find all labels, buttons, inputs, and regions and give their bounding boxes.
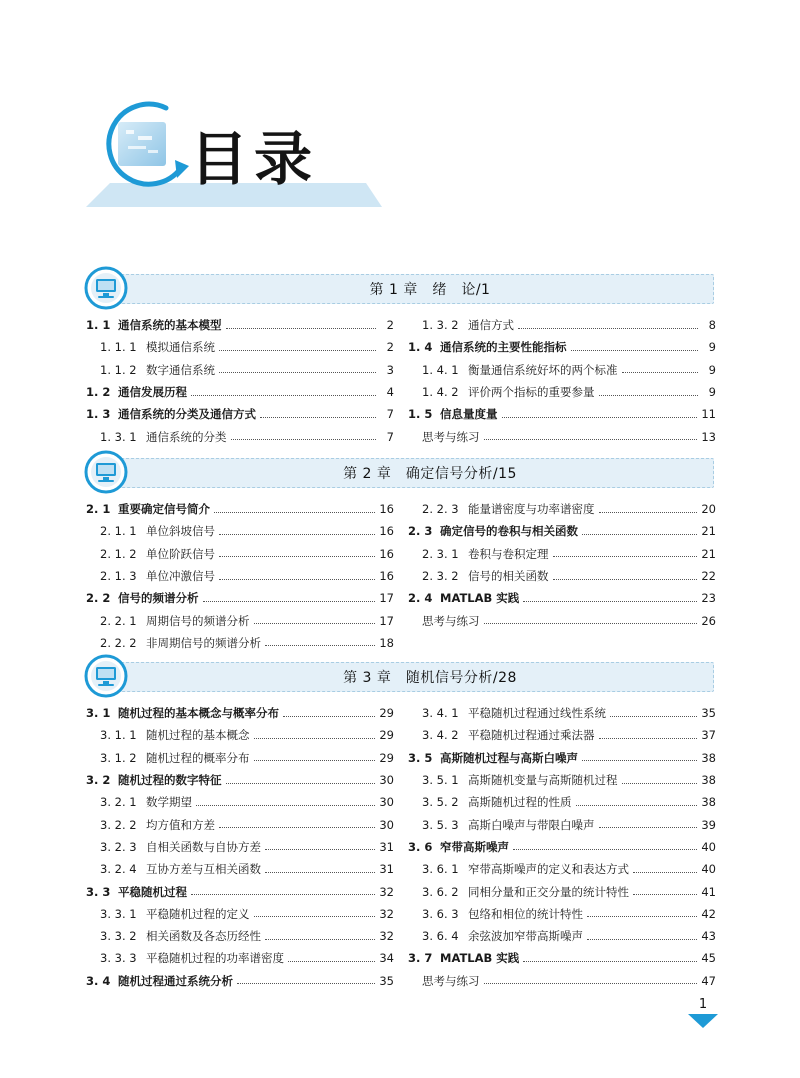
- toc-entry-page: 30: [379, 773, 394, 788]
- dot-leader: [599, 395, 699, 396]
- toc-entry-page: 31: [379, 839, 394, 854]
- toc-entry: [408, 425, 716, 447]
- dot-leader: [260, 417, 376, 418]
- chapter-block: [86, 268, 714, 450]
- toc-entry-title: MATLAB 实践: [440, 591, 520, 606]
- toc-entry-title: 能量谱密度与功率谱密度: [468, 502, 595, 517]
- toc-entry-page: 42: [701, 906, 716, 921]
- toc-entry-number: 3. 2. 2: [100, 817, 137, 832]
- dot-leader: [254, 760, 376, 761]
- toc-entry-title: 随机过程的基本概念: [146, 728, 250, 743]
- toc-entry: [86, 970, 394, 992]
- toc-entry: [86, 769, 394, 791]
- toc-entry-page: 20: [701, 502, 716, 517]
- dot-leader: [254, 916, 376, 917]
- toc-entry-number: 3. 4. 1: [422, 706, 459, 721]
- toc-entry-number: 1. 1. 2: [100, 362, 137, 377]
- dot-leader: [265, 849, 375, 850]
- toc-entry-page: 30: [379, 817, 394, 832]
- toc-entry-page: 40: [701, 839, 716, 854]
- toc-entry-number: 2. 3. 1: [422, 546, 459, 561]
- toc-entry-page: 9: [708, 362, 716, 377]
- toc-entry: [408, 702, 716, 724]
- toc-entry: [408, 336, 716, 358]
- toc-entry-title: 通信系统的基本模型: [118, 318, 222, 333]
- dot-leader: [576, 805, 698, 806]
- dot-leader: [231, 439, 377, 440]
- toc-entry: [86, 314, 394, 336]
- toc-entry-number: 3. 6. 3: [422, 906, 459, 921]
- toc-entry-number: 3. 4. 2: [422, 728, 459, 743]
- dot-leader: [610, 716, 697, 717]
- toc-entry-page: 7: [386, 429, 394, 444]
- dot-leader: [219, 534, 375, 535]
- toc-entry-number: 1. 1. 1: [100, 340, 137, 355]
- toc-entry-page: 34: [379, 951, 394, 966]
- toc-entry-title: 余弦波加窄带高斯噪声: [468, 929, 583, 944]
- dot-leader: [254, 623, 376, 624]
- toc-entry-title: 包络和相位的统计特性: [468, 906, 583, 921]
- toc-entry: [86, 947, 394, 969]
- toc-entry-number: 3. 6. 4: [422, 929, 459, 944]
- toc-entry: [408, 925, 716, 947]
- toc-entry-number: 3. 3. 1: [100, 906, 137, 921]
- down-triangle-icon: [688, 1013, 718, 1032]
- toc-entry-number: 3. 5: [408, 750, 433, 765]
- toc-entry-page: 35: [701, 706, 716, 721]
- toc-entry-title: 通信系统的分类: [146, 429, 227, 444]
- toc-entry-page: 29: [379, 728, 394, 743]
- toc-entry-page: 39: [701, 817, 716, 832]
- toc-entry-title: 平稳随机过程的定义: [146, 906, 250, 921]
- toc-entry: [86, 702, 394, 724]
- toc-entry-number: 1. 4. 2: [422, 385, 459, 400]
- toc-entry-title: 通信发展历程: [118, 385, 187, 400]
- toc-entry-page: 35: [379, 973, 394, 988]
- chapter-header: [86, 656, 714, 696]
- toc-entry: [86, 791, 394, 813]
- toc-entry-title: 高斯白噪声与带限白噪声: [468, 817, 595, 832]
- toc-entry-page: 26: [701, 613, 716, 628]
- dot-leader: [226, 783, 376, 784]
- toc-entry-page: 38: [701, 773, 716, 788]
- chapter-header: [86, 268, 714, 308]
- toc-entry: [408, 970, 716, 992]
- toc-entry: [408, 543, 716, 565]
- toc-entry-title: 高斯随机过程与高斯白噪声: [440, 750, 578, 765]
- toc-entry-page: 8: [708, 318, 716, 333]
- toc-entry-number: 2. 3. 2: [422, 569, 459, 584]
- toc-entry: [86, 520, 394, 542]
- toc-entry: [408, 359, 716, 381]
- toc-entry-title: 通信系统的分类及通信方式: [118, 407, 256, 422]
- toc-entry-page: 9: [708, 340, 716, 355]
- toc-entry-number: 3. 5. 2: [422, 795, 459, 810]
- toc-entry-number: 3. 4: [86, 973, 111, 988]
- dot-leader: [484, 439, 698, 440]
- dot-leader: [502, 417, 698, 418]
- toc-column-right: [408, 702, 716, 992]
- toc-column-left: [86, 314, 394, 448]
- toc-entry-number: 3. 5. 3: [422, 817, 459, 832]
- toc-entry-title: 非周期信号的频谱分析: [146, 635, 261, 650]
- toc-entry: [408, 836, 716, 858]
- dot-leader: [484, 623, 698, 624]
- toc-entry-page: 31: [379, 862, 394, 877]
- toc-entry-page: 29: [379, 750, 394, 765]
- toc-entry: [86, 403, 394, 425]
- toc-entry-number: 2. 3: [408, 524, 433, 539]
- toc-entry-page: 38: [701, 795, 716, 810]
- dot-leader: [191, 395, 376, 396]
- toc-entry-title: 信号的相关函数: [468, 569, 549, 584]
- toc-entry-title: MATLAB 实践: [440, 951, 520, 966]
- toc-entry-number: 3. 3: [86, 884, 111, 899]
- toc-entry: [86, 724, 394, 746]
- toc-entry: [86, 498, 394, 520]
- dot-leader: [599, 738, 698, 739]
- dot-leader: [633, 872, 697, 873]
- toc-entry-number: 2. 2. 1: [100, 613, 137, 628]
- toc-entry-page: 2: [386, 318, 394, 333]
- toc-entry-page: 11: [701, 407, 716, 422]
- toc-entry: [408, 903, 716, 925]
- toc-entry-page: 22: [701, 569, 716, 584]
- toc-entry-page: 13: [701, 429, 716, 444]
- toc-entry-title: 单位斜坡信号: [146, 524, 215, 539]
- toc-entry-number: 1. 4. 1: [422, 362, 459, 377]
- toc-entry: [408, 880, 716, 902]
- toc-entry: [86, 925, 394, 947]
- toc-entry-title: 思考与练习: [422, 429, 480, 444]
- toc-entry-title: 同相分量和正交分量的统计特性: [468, 884, 629, 899]
- toc-entry-number: 2. 1: [86, 502, 111, 517]
- toc-entry: [86, 903, 394, 925]
- toc-entry-title: 衡量通信系统好坏的两个标准: [468, 362, 618, 377]
- toc-entry-title: 平稳随机过程通过线性系统: [468, 706, 606, 721]
- toc-entry-number: 1. 4: [408, 340, 433, 355]
- dot-leader: [523, 601, 697, 602]
- toc-entry-number: 1. 2: [86, 385, 111, 400]
- dot-leader: [219, 579, 375, 580]
- toc-entry-title: 思考与练习: [422, 613, 480, 628]
- toc-entry: [86, 565, 394, 587]
- toc-entry-page: 40: [701, 862, 716, 877]
- toc-column-left: [86, 702, 394, 992]
- toc-entry: [408, 381, 716, 403]
- dot-leader: [196, 805, 375, 806]
- page-title: 目录: [190, 125, 319, 193]
- toc-entry-number: 3. 1. 2: [100, 750, 137, 765]
- toc-entry-number: 3. 7: [408, 951, 433, 966]
- toc-entry-number: 1. 3. 2: [422, 318, 459, 333]
- toc-entry-title: 数字通信系统: [146, 362, 215, 377]
- toc-entry-number: 3. 6. 1: [422, 862, 459, 877]
- toc-entry-title: 卷积与卷积定理: [468, 546, 549, 561]
- toc-entry: [408, 587, 716, 609]
- toc-entry-number: 3. 5. 1: [422, 773, 459, 788]
- toc-entry-number: 1. 3: [86, 407, 111, 422]
- toc-entry: [408, 769, 716, 791]
- toc-entry-number: 2. 1. 2: [100, 546, 137, 561]
- dot-leader: [265, 939, 375, 940]
- dot-leader: [219, 827, 375, 828]
- toc-entry-title: 重要确定信号简介: [118, 502, 210, 517]
- toc-entry-number: 2. 1. 1: [100, 524, 137, 539]
- computer-monitor-icon: [84, 450, 128, 494]
- toc-entry: [86, 425, 394, 447]
- computer-monitor-icon: [84, 654, 128, 698]
- toc-entry-page: 18: [379, 635, 394, 650]
- toc-entry: [408, 520, 716, 542]
- toc-entry: [86, 359, 394, 381]
- dot-leader: [254, 738, 376, 739]
- dot-leader: [237, 983, 375, 984]
- toc-column-right: [408, 314, 716, 448]
- toc-entry-page: 29: [379, 706, 394, 721]
- toc-entry: [86, 336, 394, 358]
- toc-entry-title: 单位阶跃信号: [146, 546, 215, 561]
- dot-leader: [582, 760, 697, 761]
- toc-entry-number: 3. 2. 4: [100, 862, 137, 877]
- toc-entry: [408, 565, 716, 587]
- toc-entry-title: 信息量度量: [440, 407, 498, 422]
- chapter-block: [86, 452, 714, 656]
- toc-entry-number: 3. 1. 1: [100, 728, 137, 743]
- toc-entry: [86, 880, 394, 902]
- toc-entry: [86, 858, 394, 880]
- toc-entry-page: 3: [386, 362, 394, 377]
- toc-entry: [408, 747, 716, 769]
- dot-leader: [633, 894, 697, 895]
- dot-leader: [283, 716, 375, 717]
- toc-entry-title: 周期信号的频谱分析: [146, 613, 250, 628]
- dot-leader: [219, 556, 375, 557]
- page-number: 1: [698, 997, 708, 1012]
- toc-entry: [408, 314, 716, 336]
- dot-leader: [587, 916, 697, 917]
- toc-entry: [86, 836, 394, 858]
- toc-entry-number: 3. 3. 3: [100, 951, 137, 966]
- toc-entry-page: 45: [701, 951, 716, 966]
- toc-entry-page: 21: [701, 524, 716, 539]
- dot-leader: [622, 783, 698, 784]
- toc-entry-number: 3. 2. 3: [100, 839, 137, 854]
- toc-entry: [408, 498, 716, 520]
- toc-entry-number: 3. 6. 2: [422, 884, 459, 899]
- toc-entry-number: 3. 6: [408, 839, 433, 854]
- dot-leader: [553, 556, 698, 557]
- toc-entry-number: 2. 4: [408, 591, 433, 606]
- toc-entry-number: 3. 1: [86, 706, 111, 721]
- toc-entry: [86, 381, 394, 403]
- computer-monitor-icon: [84, 266, 128, 310]
- dot-leader: [523, 961, 697, 962]
- toc-entry: [408, 947, 716, 969]
- chapter-title: 第 3 章 随机信号分析/28: [343, 670, 517, 686]
- dot-leader: [226, 328, 377, 329]
- dot-leader: [571, 350, 699, 351]
- toc-entry-page: 16: [379, 502, 394, 517]
- toc-entry-title: 高斯随机过程的性质: [468, 795, 572, 810]
- toc-entry-title: 随机过程的数字特征: [118, 773, 222, 788]
- toc-entry-number: 1. 5: [408, 407, 433, 422]
- toc-entry: [86, 543, 394, 565]
- toc-entry-title: 通信系统的主要性能指标: [440, 340, 567, 355]
- toc-entry-title: 评价两个指标的重要参量: [468, 385, 595, 400]
- toc-entry-number: 2. 2. 3: [422, 502, 459, 517]
- toc-entry-number: 2. 2: [86, 591, 111, 606]
- toc-entry-page: 17: [379, 591, 394, 606]
- toc-entry-page: 9: [708, 385, 716, 400]
- dot-leader: [582, 534, 697, 535]
- dot-leader: [214, 512, 375, 513]
- toc-entry-title: 随机过程通过系统分析: [118, 973, 233, 988]
- toc-entry-title: 平稳随机过程: [118, 884, 187, 899]
- toc-entry-page: 47: [701, 973, 716, 988]
- chapter-header: [86, 452, 714, 492]
- toc-entry-title: 平稳随机过程的功率谱密度: [146, 951, 284, 966]
- dot-leader: [288, 961, 375, 962]
- toc-entry-page: 23: [701, 591, 716, 606]
- toc-entry: [86, 632, 394, 654]
- toc-entry-title: 均方值和方差: [146, 817, 215, 832]
- toc-entry-title: 模拟通信系统: [146, 340, 215, 355]
- dot-leader: [587, 939, 697, 940]
- toc-entry-page: 21: [701, 546, 716, 561]
- toc-entry-page: 4: [386, 385, 394, 400]
- toc-entry-title: 确定信号的卷积与相关函数: [440, 524, 578, 539]
- toc-entry-title: 相关函数及各态历经性: [146, 929, 261, 944]
- toc-entry-number: 3. 3. 2: [100, 929, 137, 944]
- toc-entry-page: 32: [379, 929, 394, 944]
- toc-entry-number: 1. 1: [86, 318, 111, 333]
- toc-entry: [86, 587, 394, 609]
- dot-leader: [265, 872, 375, 873]
- toc-entry: [86, 609, 394, 631]
- toc-entry-page: 16: [379, 546, 394, 561]
- dot-leader: [219, 372, 376, 373]
- toc-entry-title: 随机过程的概率分布: [146, 750, 250, 765]
- toc-column-right: [408, 498, 716, 632]
- toc-entry: [408, 609, 716, 631]
- toc-entry-page: 32: [379, 906, 394, 921]
- toc-entry-page: 7: [386, 407, 394, 422]
- toc-entry-page: 43: [701, 929, 716, 944]
- toc-entry-title: 单位冲激信号: [146, 569, 215, 584]
- dot-leader: [599, 512, 698, 513]
- toc-entry-page: 41: [701, 884, 716, 899]
- toc-entry-title: 高斯随机变量与高斯随机过程: [468, 773, 618, 788]
- toc-entry-page: 30: [379, 795, 394, 810]
- toc-entry: [408, 791, 716, 813]
- toc-entry-page: 32: [379, 884, 394, 899]
- dot-leader: [513, 849, 697, 850]
- dot-leader: [553, 579, 698, 580]
- toc-entry-number: 1. 3. 1: [100, 429, 137, 444]
- toc-entry-title: 自相关函数与自协方差: [146, 839, 261, 854]
- toc-entry-page: 37: [701, 728, 716, 743]
- toc-entry: [86, 813, 394, 835]
- toc-entry-title: 平稳随机过程通过乘法器: [468, 728, 595, 743]
- toc-entry-title: 窄带高斯噪声: [440, 839, 509, 854]
- toc-entry-title: 通信方式: [468, 318, 514, 333]
- dot-leader: [265, 645, 375, 646]
- toc-entry-title: 窄带高斯噪声的定义和表达方式: [468, 862, 629, 877]
- chapter-title: 第 2 章 确定信号分析/15: [343, 466, 517, 482]
- circular-arrow-emblem-icon: [96, 98, 191, 193]
- dot-leader: [622, 372, 699, 373]
- toc-entry-title: 数学期望: [146, 795, 192, 810]
- toc-entry: [408, 858, 716, 880]
- dot-leader: [219, 350, 376, 351]
- dot-leader: [518, 328, 698, 329]
- toc-entry-page: 38: [701, 750, 716, 765]
- toc-entry-number: 2. 2. 2: [100, 635, 137, 650]
- toc-entry-page: 17: [379, 613, 394, 628]
- toc-column-left: [86, 498, 394, 654]
- toc-entry-page: 16: [379, 569, 394, 584]
- toc-entry-title: 随机过程的基本概念与概率分布: [118, 706, 279, 721]
- toc-entry-page: 16: [379, 524, 394, 539]
- toc-entry-number: 2. 1. 3: [100, 569, 137, 584]
- dot-leader: [191, 894, 375, 895]
- dot-leader: [203, 601, 376, 602]
- toc-entry-title: 信号的频谱分析: [118, 591, 199, 606]
- toc-entry-title: 思考与练习: [422, 973, 480, 988]
- toc-entry-page: 2: [386, 340, 394, 355]
- toc-entry: [408, 813, 716, 835]
- chapter-block: [86, 656, 714, 994]
- toc-entry: [408, 724, 716, 746]
- toc-entry-number: 3. 2: [86, 773, 111, 788]
- toc-entry-title: 互协方差与互相关函数: [146, 862, 261, 877]
- toc-entry-number: 3. 2. 1: [100, 795, 137, 810]
- dot-leader: [484, 983, 698, 984]
- toc-entry: [86, 747, 394, 769]
- chapter-title: 第 1 章 绪 论/1: [369, 282, 491, 298]
- dot-leader: [599, 827, 698, 828]
- toc-entry: [408, 403, 716, 425]
